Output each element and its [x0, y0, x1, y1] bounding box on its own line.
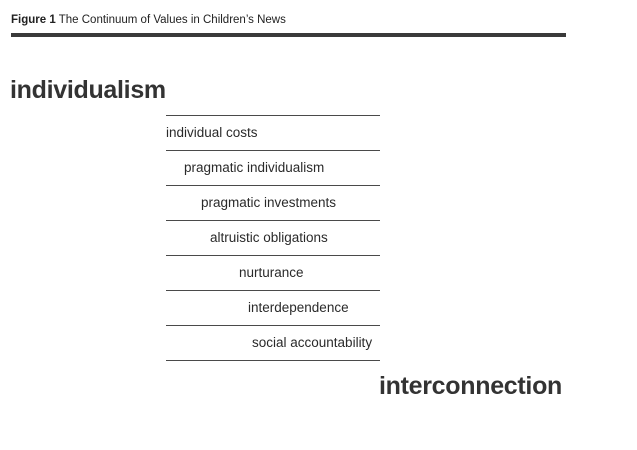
continuum-item-label: social accountability [252, 335, 373, 350]
figure-title: The Continuum of Values in Children’s News [58, 14, 286, 26]
continuum-item [166, 326, 380, 361]
caption-divider [11, 33, 566, 37]
continuum-item-label: nurturance [239, 265, 304, 280]
continuum-item-label: individual costs [166, 125, 258, 140]
continuum-item [166, 221, 380, 256]
continuum-list [166, 115, 380, 361]
continuum-item-label: interdependence [248, 300, 349, 315]
figure-caption [11, 14, 286, 26]
continuum-item [166, 256, 380, 291]
continuum-item-label: pragmatic investments [201, 195, 337, 210]
continuum-item [166, 186, 380, 221]
continuum-item [166, 291, 380, 326]
continuum-item [166, 116, 380, 151]
figure-number: Figure 1 [11, 14, 56, 26]
continuum-item-label: pragmatic individualism [184, 160, 325, 175]
continuum-item [166, 151, 380, 186]
continuum-item-label: altruistic obligations [210, 230, 328, 245]
pole-label-bottom: interconnection [379, 372, 563, 400]
pole-label-top: individualism [10, 76, 166, 104]
